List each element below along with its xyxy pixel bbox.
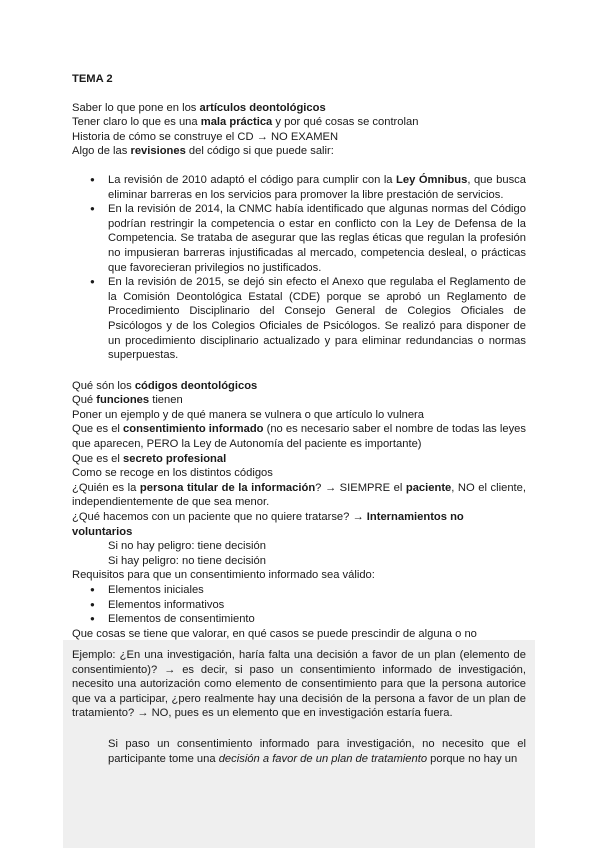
text: y por qué cosas se controlan [272, 116, 419, 129]
text: del código si que puede salir: [185, 145, 334, 158]
requisito-item: ● Elementos informativos [72, 598, 526, 613]
example-box [63, 640, 535, 848]
text: Que es el [72, 452, 123, 465]
bold-text: Ley Ómnibus [396, 173, 468, 186]
text: ? → SIEMPRE el [315, 481, 406, 494]
text: Algo de las [72, 145, 131, 158]
text: Que es el [72, 423, 124, 436]
text: La revisión de 2010 adaptó el código para cumplir con la [108, 173, 397, 186]
text: (no es necesario saber el nombre de todas las leyes que aparecen, PERO la Ley de Autonomía del paciente es importante) [72, 423, 526, 451]
bold-text: revisiones [130, 145, 186, 158]
question-consentimiento [72, 422, 526, 451]
intro-line-historia: Historia de cómo se construye el CD → NO EXAMEN [72, 130, 339, 143]
bold-text: códigos deontológicos [134, 379, 258, 392]
question-valorar: Que cosas se tiene que valorar, en qué casos se puede prescindir de alguna o no [72, 627, 477, 640]
bold-text: paciente [405, 481, 452, 494]
bold-text: mala práctica [200, 116, 273, 129]
text: Saber lo que pone en los [72, 101, 200, 114]
bold-text: Internamientos no voluntarios [72, 511, 464, 538]
requisito-item: ● Elementos de consentimiento [72, 612, 526, 627]
bold-text: consentimiento informado [123, 423, 264, 436]
text: Qué són los [72, 379, 135, 392]
text: tienen [149, 394, 183, 407]
text: porque no hay un [427, 752, 518, 765]
text: , que busca eliminar barreras en los servicios para promover la libre prestación de servicios. [108, 173, 526, 201]
question-codigos [72, 379, 526, 394]
question-secreto [72, 452, 526, 467]
page-title: TEMA 2 [72, 73, 113, 85]
intro-line-revisiones [72, 144, 526, 159]
question-requisitos: Requisitos para que un consentimiento informado sea válido: [72, 569, 375, 582]
example-inner-text [72, 737, 526, 766]
italic-text: decisión a favor de un plan de tratamiento [218, 752, 428, 765]
question-titular [72, 481, 526, 510]
bold-text: artículos deontológicos [199, 101, 326, 114]
bold-text: funciones [96, 394, 150, 407]
question-codigos-recoge: Como se recoge en los distintos códigos [72, 467, 273, 480]
document-body [72, 72, 526, 641]
text: ¿Qué hacemos con un paciente que no quiere tratarse? → [72, 511, 367, 524]
revision-2010 [72, 173, 526, 202]
peligro-no: Si no hay peligro: tiene decisión [108, 540, 266, 553]
bold-text: persona titular de la información [139, 481, 316, 494]
question-ejemplo: Poner un ejemplo y de qué manera se vulnera o que artículo lo vulnera [72, 408, 425, 421]
revision-2014: ● En la revisión de 2014, la CNMC había identificado que algunas normas del Código podrían restringir la competencia o estar en conflicto con la Ley de Defensa de la Competencia. Se trataba de asegurar que las reglas éticas que regulan la profesión no impusieran barreras injustificadas al mercado, competencia desleal, o prácticas que favorecieran privilegios no justificados. [72, 202, 526, 275]
text: Qué [72, 394, 97, 407]
peligro-si: Si hay peligro: no tiene decisión [108, 554, 266, 567]
intro-line-mala-practica [72, 115, 526, 130]
bold-text: secreto profesional [123, 452, 227, 465]
revision-2015: ● En la revisión de 2015, se dejó sin efecto el Anexo que regulaba el Reglamento de la Comisión Deontológica Estatal (CDE) porque se aprobó un Reglamento de Procedimiento Disciplinario del Consejo General de Colegios Oficiales de Psicólogos y de los Colegios Oficiales de Psicólogos. Se realizó para disponer de un procedimiento disciplinario actualizado y para eliminar redundancias o normas superpuestas. [72, 275, 526, 363]
question-internamientos [72, 510, 526, 539]
text: Si paso un consentimiento informado para investigación, no necesito que el participante tome una [108, 737, 526, 765]
text: Tener claro lo que es una [72, 116, 201, 129]
text: , NO el cliente, independientemente de que sea menor. [72, 481, 526, 509]
requisito-item: ● Elementos iniciales [72, 583, 526, 598]
revisions-list [72, 173, 526, 363]
requisitos-list [72, 583, 526, 627]
question-funciones [72, 393, 526, 408]
text: ¿Quién es la [72, 481, 140, 494]
example-text: Ejemplo: ¿En una investigación, haría falta una decisión a favor de un plan (elemento de consentimiento)? → es decir, si paso un consentimiento informado de investigación, necesito una autorización como elemento de consentimiento para que la persona autorice que va a participar, ¿pero realmente hay una decisión de la persona a favor de un plan de tratamiento? → NO, pues es un elemento que en investigación estaría fuera. [72, 649, 526, 720]
intro-line-articles [72, 101, 526, 116]
